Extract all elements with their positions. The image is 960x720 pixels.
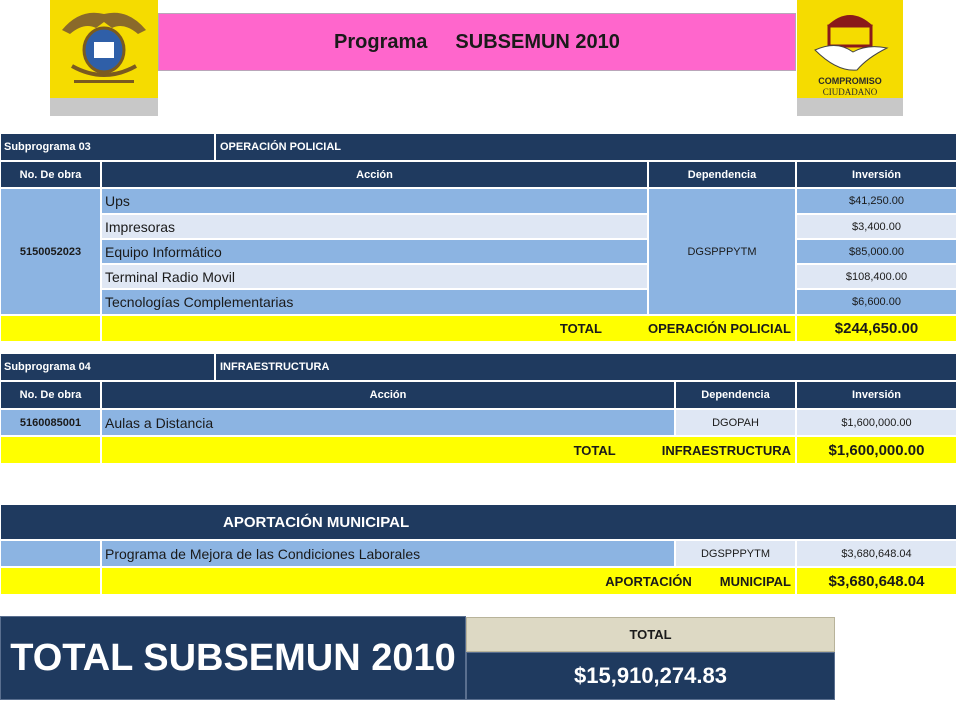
sub03-total-label-cell	[101, 315, 796, 342]
sub03-dependencia: DGSPPPYTM	[648, 188, 796, 315]
logo-text-ciudadano: CIUDADANO	[822, 87, 878, 97]
sub03-col-obra: No. De obra	[0, 161, 101, 188]
sub03-col-inversion: Inversión	[796, 161, 957, 188]
sub04-obra-number: 5160085001	[0, 409, 101, 436]
sub03-total-label: TOTAL	[559, 321, 602, 336]
aportacion-accion: Programa de Mejora de las Condiciones Laborales	[101, 540, 675, 567]
eagle-crest-icon	[50, 0, 158, 98]
sub04-dependencia: DGOPAH	[675, 409, 796, 436]
program-name: SUBSEMUN 2010	[455, 30, 620, 53]
sub04-total-value: $1,600,000.00	[796, 436, 957, 464]
aportacion-inversion: $3,680,648.04	[796, 540, 957, 567]
sub04-col-inversion: Inversión	[796, 381, 957, 409]
sub04-total-label: TOTAL	[573, 442, 616, 458]
sub04-inversion: $1,600,000.00	[796, 409, 957, 436]
grand-total-value: $15,910,274.83	[466, 652, 835, 700]
sub03-row-inversion: $85,000.00	[796, 239, 957, 264]
sub03-row-inversion: $108,400.00	[796, 264, 957, 289]
grand-total-header: TOTAL	[466, 617, 835, 652]
ayuntamiento-logo	[50, 0, 158, 116]
sub03-total-name: OPERACIÓN POLICIAL	[647, 321, 791, 336]
aportacion-total-value: $3,680,648.04	[796, 567, 957, 595]
sub04-total-label-cell	[101, 436, 796, 464]
sub03-row-accion: Equipo Informático	[101, 239, 648, 264]
sub03-row-accion: Impresoras	[101, 214, 648, 239]
sub03-row-inversion: $41,250.00	[796, 188, 957, 214]
sub03-obra-number: 5150052023	[0, 188, 101, 315]
aportacion-total-name: MUNICIPAL	[719, 573, 791, 589]
sub03-row-inversion: $6,600.00	[796, 289, 957, 315]
logo-right-strip	[797, 98, 903, 116]
compromiso-ciudadano-logo	[797, 0, 903, 116]
sub04-total-spacer	[0, 436, 101, 464]
aportacion-total-spacer	[0, 567, 101, 595]
sub03-col-accion: Acción	[101, 161, 648, 188]
sub04-label: Subprograma 04	[0, 353, 215, 381]
grand-total-title: TOTAL SUBSEMUN 2010	[0, 616, 466, 700]
logo-text-compromiso: COMPROMISO	[818, 76, 882, 86]
sub04-total-name: INFRAESTRUCTURA	[661, 442, 791, 458]
sub04-name: INFRAESTRUCTURA	[215, 353, 957, 381]
sub03-row-accion: Terminal Radio Movil	[101, 264, 648, 289]
sub04-col-obra: No. De obra	[0, 381, 101, 409]
dove-kiosk-icon	[797, 0, 903, 98]
aportacion-obra-empty	[0, 540, 101, 567]
sub04-accion: Aulas a Distancia	[101, 409, 675, 436]
logo-left-strip	[50, 98, 158, 116]
sub03-col-dependencia: Dependencia	[648, 161, 796, 188]
sub04-col-dependencia: Dependencia	[675, 381, 796, 409]
program-title	[158, 13, 796, 71]
sub03-total-spacer	[0, 315, 101, 342]
aportacion-dependencia: DGSPPPYTM	[675, 540, 796, 567]
aportacion-title: APORTACIÓN MUNICIPAL	[0, 504, 957, 540]
sub03-label: Subprograma 03	[0, 133, 215, 161]
program-label: Programa	[334, 30, 428, 53]
sub03-row-inversion: $3,400.00	[796, 214, 957, 239]
sub03-total-value: $244,650.00	[796, 315, 957, 342]
sub03-row-accion: Ups	[101, 188, 648, 214]
aportacion-total-label-cell	[101, 567, 796, 595]
sub03-row-accion: Tecnologías Complementarias	[101, 289, 648, 315]
sub03-name: OPERACIÓN POLICIAL	[215, 133, 957, 161]
sub04-col-accion: Acción	[101, 381, 675, 409]
aportacion-total-label: APORTACIÓN	[605, 573, 692, 589]
